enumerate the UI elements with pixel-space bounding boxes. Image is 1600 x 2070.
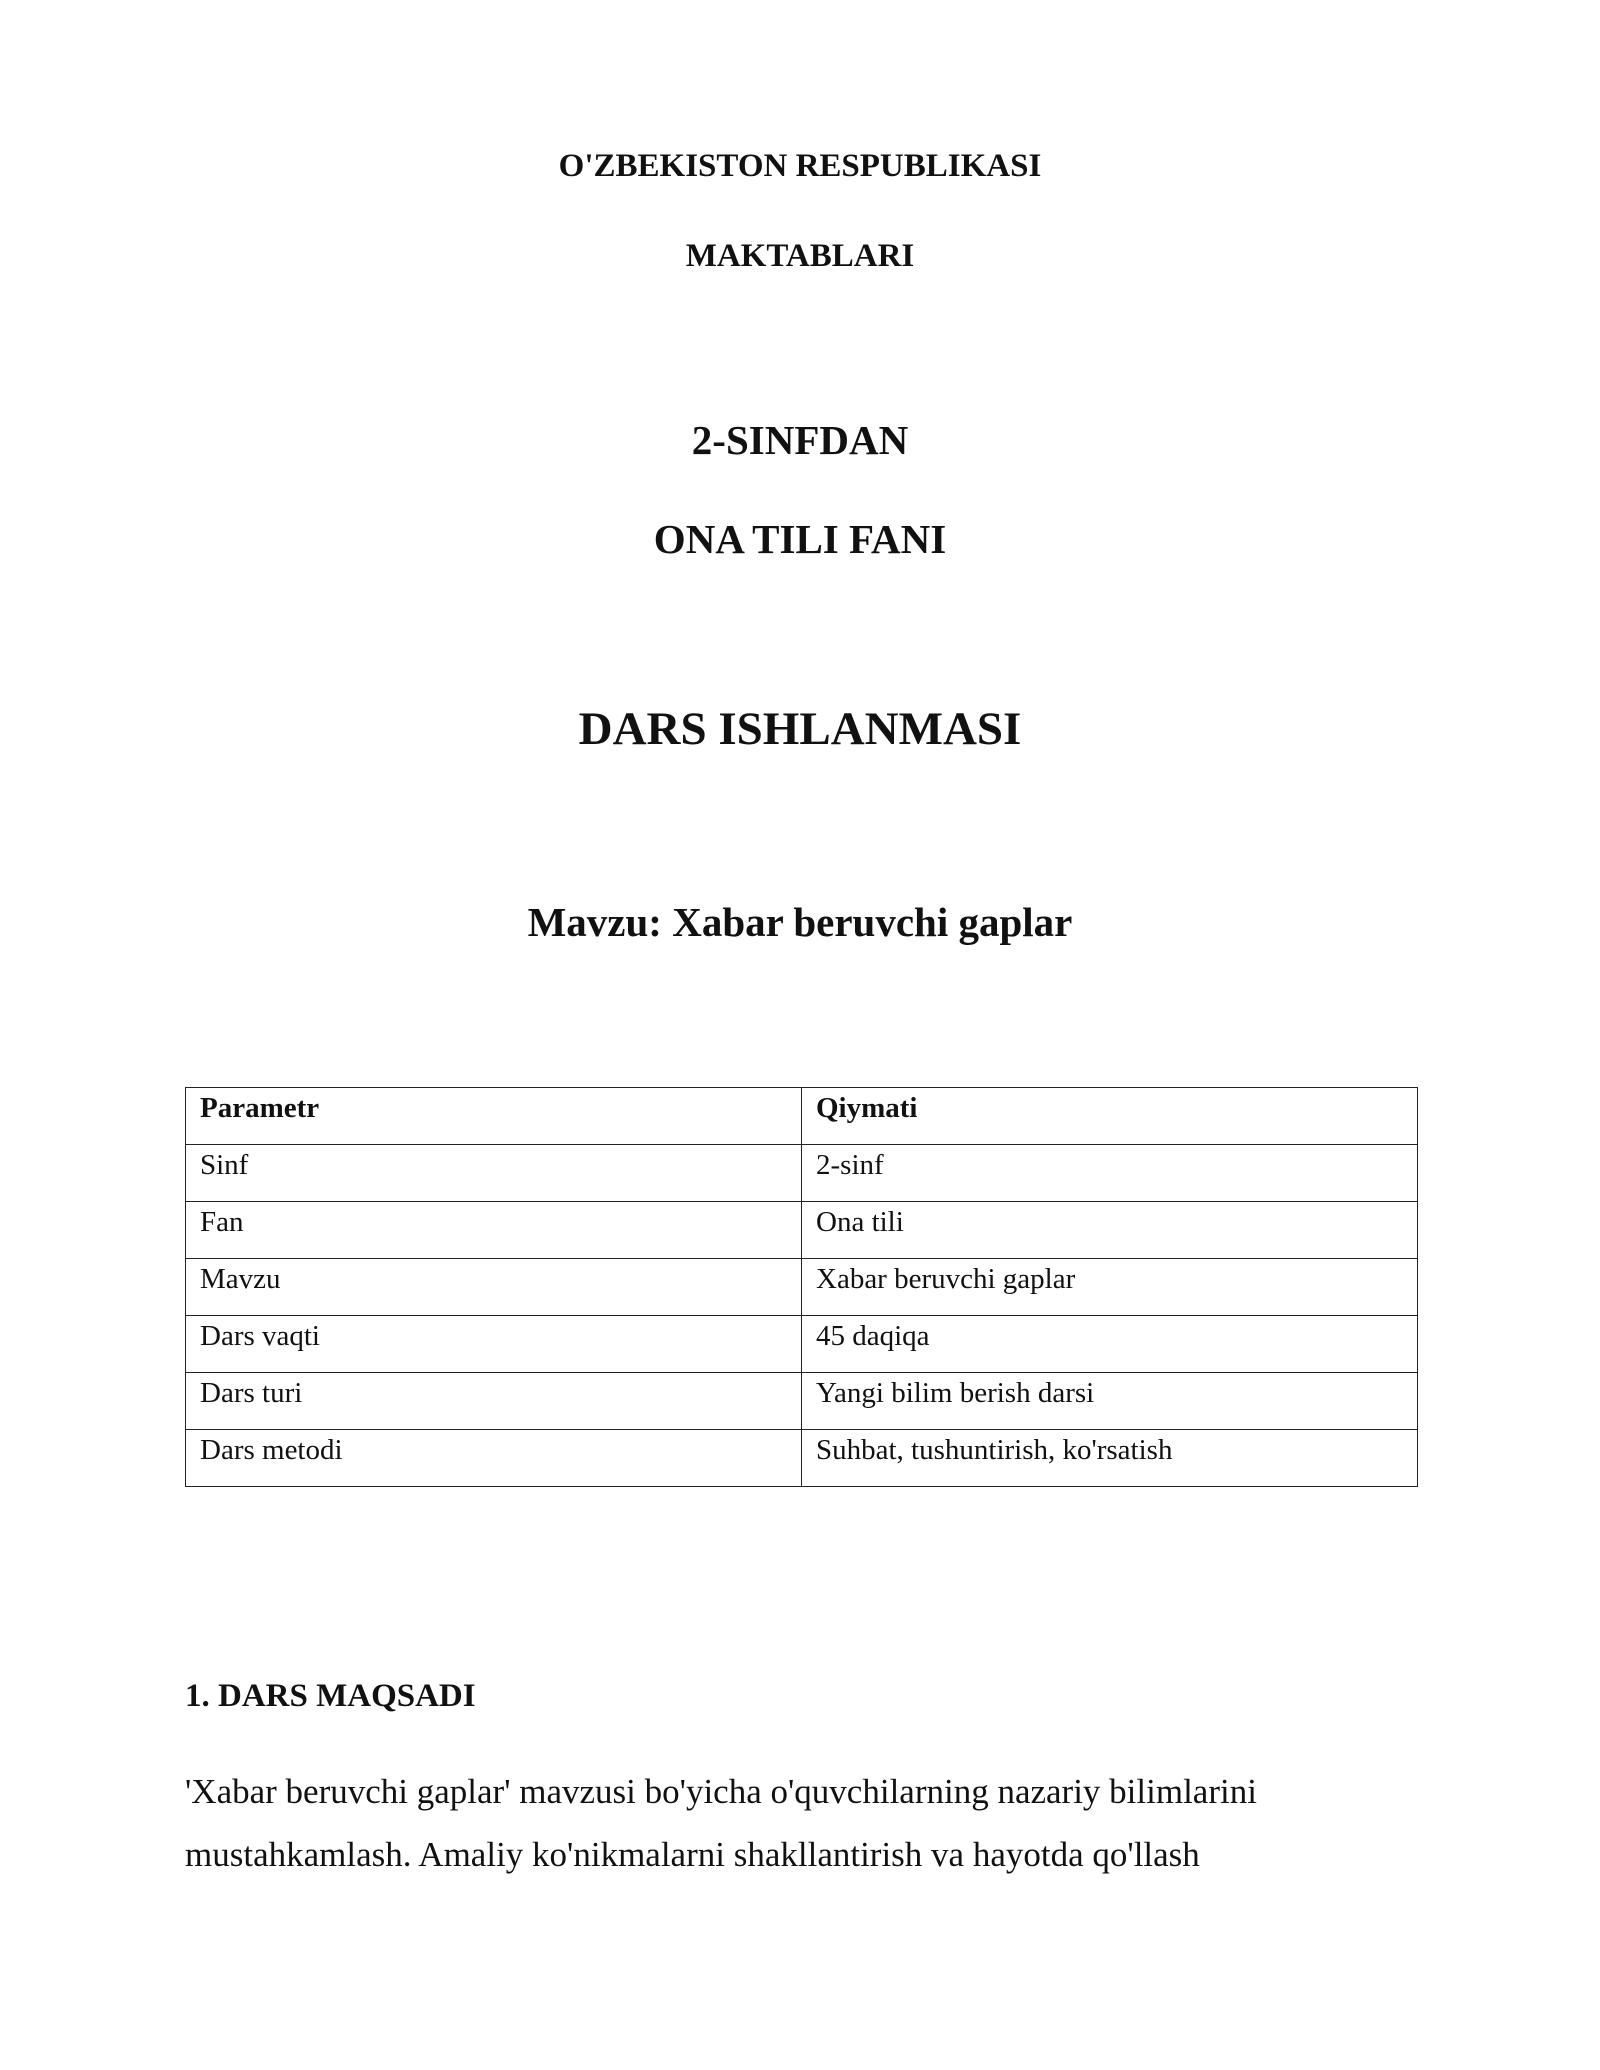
topic-title: Mavzu: Xabar beruvchi gaplar <box>527 899 1073 945</box>
table-cell-parameter: Dars turi <box>186 1373 802 1430</box>
table-row <box>186 1202 1418 1259</box>
table-header-row <box>186 1088 1418 1145</box>
table-header-cell: Parametr <box>186 1088 802 1145</box>
table-row <box>186 1316 1418 1373</box>
table-cell-value: Suhbat, tushuntirish, ko'rsatish <box>802 1430 1418 1487</box>
table-cell-parameter: Mavzu <box>186 1259 802 1316</box>
table-row <box>186 1430 1418 1487</box>
grade-title: 2-SINFDAN <box>691 417 909 463</box>
table-cell-parameter: Dars vaqti <box>186 1316 802 1373</box>
section-paragraph <box>185 1760 1425 1886</box>
table-cell-value: 45 daqiqa <box>802 1316 1418 1373</box>
parameters-table <box>185 1087 1418 1487</box>
document-title: DARS ISHLANMASI <box>578 703 1022 755</box>
table-row <box>186 1145 1418 1202</box>
table-cell-parameter: Dars metodi <box>186 1430 802 1487</box>
table-cell-value: 2-sinf <box>802 1145 1418 1202</box>
paragraph-line: mustahkamlash. Amaliy ko'nikmalarni shakllantirish va hayotda qo'llash <box>185 1835 1200 1874</box>
table-cell-parameter: Sinf <box>186 1145 802 1202</box>
subject-title: ONA TILI FANI <box>653 516 947 562</box>
table-cell-value: Ona tili <box>802 1202 1418 1259</box>
section-heading: 1. DARS MAQSADI <box>185 1678 476 1714</box>
table-cell-value: Xabar beruvchi gaplar <box>802 1259 1418 1316</box>
table-cell-value: Yangi bilim berish darsi <box>802 1373 1418 1430</box>
table-row <box>186 1373 1418 1430</box>
table-header-cell: Qiymati <box>802 1088 1418 1145</box>
table-row <box>186 1259 1418 1316</box>
header-line-2: MAKTABLARI <box>685 238 915 274</box>
header-line-1: O'ZBEKISTON RESPUBLIKASI <box>558 148 1042 184</box>
table-cell-parameter: Fan <box>186 1202 802 1259</box>
paragraph-line: 'Xabar beruvchi gaplar' mavzusi bo'yicha o'quvchilarning nazariy bilimlarini <box>185 1772 1257 1811</box>
